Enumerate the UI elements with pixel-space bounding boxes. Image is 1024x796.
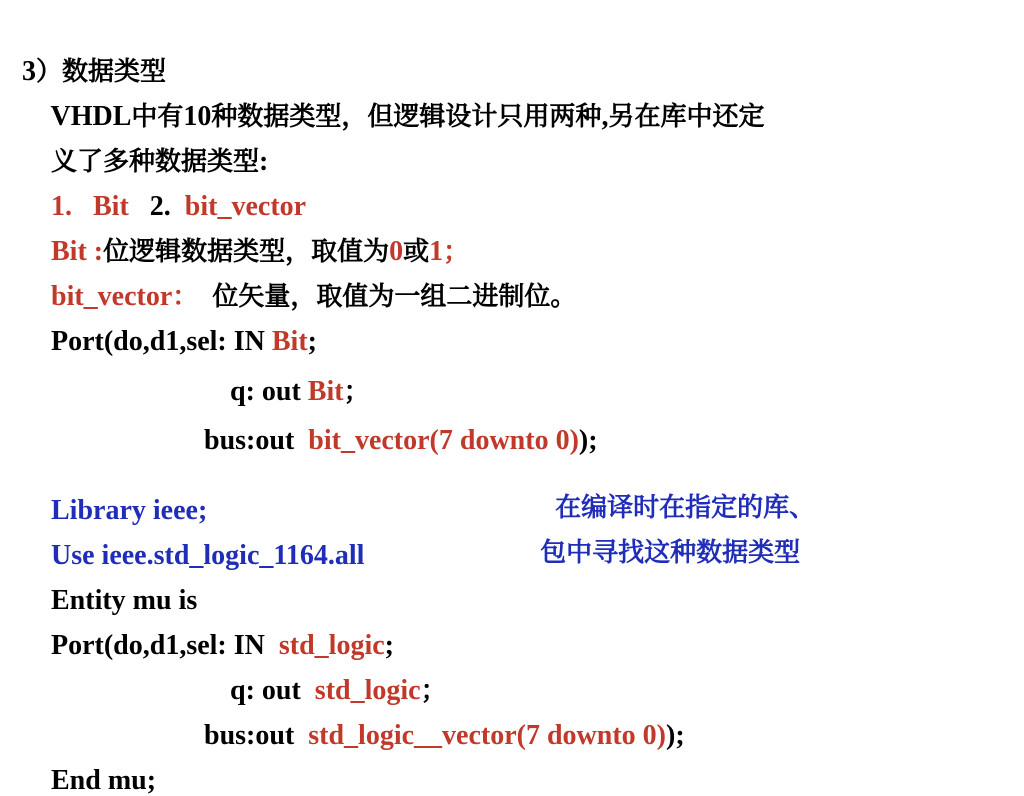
intro-vhdl: VHDL — [50, 101, 132, 132]
bit-one: 1 — [429, 236, 444, 267]
bit-or: 或 — [403, 237, 430, 267]
code2-library: Library ieee; — [51, 495, 208, 526]
bitvector-term: bit_vector — [51, 281, 173, 312]
note-text-1: 在编译时在指定的库、 — [555, 493, 816, 523]
code2-q-end: ； — [420, 676, 447, 706]
code1-port-prefix: Port(do,d1,sel: IN — [51, 326, 272, 357]
code2-port-end: ; — [384, 630, 394, 661]
code1-bus-prefix: bus:out — [204, 425, 309, 456]
note-text-2: 包中寻找这种数据类型 — [540, 538, 801, 568]
bit-term: Bit : — [51, 236, 104, 267]
code1-q-end: ； — [343, 377, 370, 407]
code2-port-prefix: Port(do,d1,sel: IN — [51, 630, 279, 661]
note-line-2 — [522, 514, 800, 566]
intro-comma: , — [601, 101, 609, 132]
code1-port-line — [37, 300, 317, 356]
intro-text-b: 种数据类型，但逻辑设计只用两种 — [211, 102, 602, 132]
code2-bus-end: ); — [666, 720, 685, 751]
code2-entity: Entity mu is — [51, 585, 198, 616]
bit-semicolon: ； — [443, 237, 470, 267]
code1-q-type: Bit — [307, 376, 344, 407]
bit-desc: 位逻辑数据类型，取值为 — [103, 237, 390, 267]
bitvector-desc: 位矢量，取值为一组二进制位。 — [212, 282, 577, 312]
code1-q-line — [216, 350, 370, 406]
code1-port-type: Bit — [271, 326, 308, 357]
bitvector-colon: ： — [172, 282, 199, 312]
bit-zero: 0 — [389, 236, 404, 267]
list-item-2-text: bit_vector — [184, 191, 307, 222]
intro-number-10: 10 — [183, 101, 212, 132]
code1-q-prefix: q: out — [230, 376, 308, 407]
code2-port-type: std_logic — [278, 630, 385, 661]
code1-bus-line — [190, 399, 598, 455]
code2-use: Use ieee.std_logic_1164.all — [51, 540, 365, 571]
code1-bus-end: ); — [578, 425, 598, 456]
code2-bus-prefix: bus:out — [204, 720, 309, 751]
code1-bus-type: bit_vector(7 downto 0) — [308, 425, 579, 456]
heading-number: 3 — [22, 56, 36, 87]
list-item-2-number: 2. — [149, 191, 171, 222]
code2-bus-type: std_logic__vector(7 downto 0) — [308, 720, 666, 751]
code2-bus-line — [190, 694, 685, 750]
code2-q-prefix: q: out — [230, 675, 315, 706]
code2-q-type: std_logic — [314, 675, 421, 706]
heading-text: 数据类型 — [62, 57, 167, 87]
list-item-1: 1. Bit — [51, 191, 129, 222]
intro2-colon: : — [259, 146, 269, 177]
code1-port-end: ; — [307, 326, 317, 357]
intro-text-c: 另在库中还定 — [608, 102, 765, 132]
code2-end-line — [37, 739, 156, 795]
intro-text-a: 中有 — [131, 102, 184, 132]
intro2-text: 义了多种数据类型 — [51, 147, 260, 177]
code2-end: End mu; — [51, 765, 157, 796]
heading-paren: ） — [36, 57, 63, 87]
